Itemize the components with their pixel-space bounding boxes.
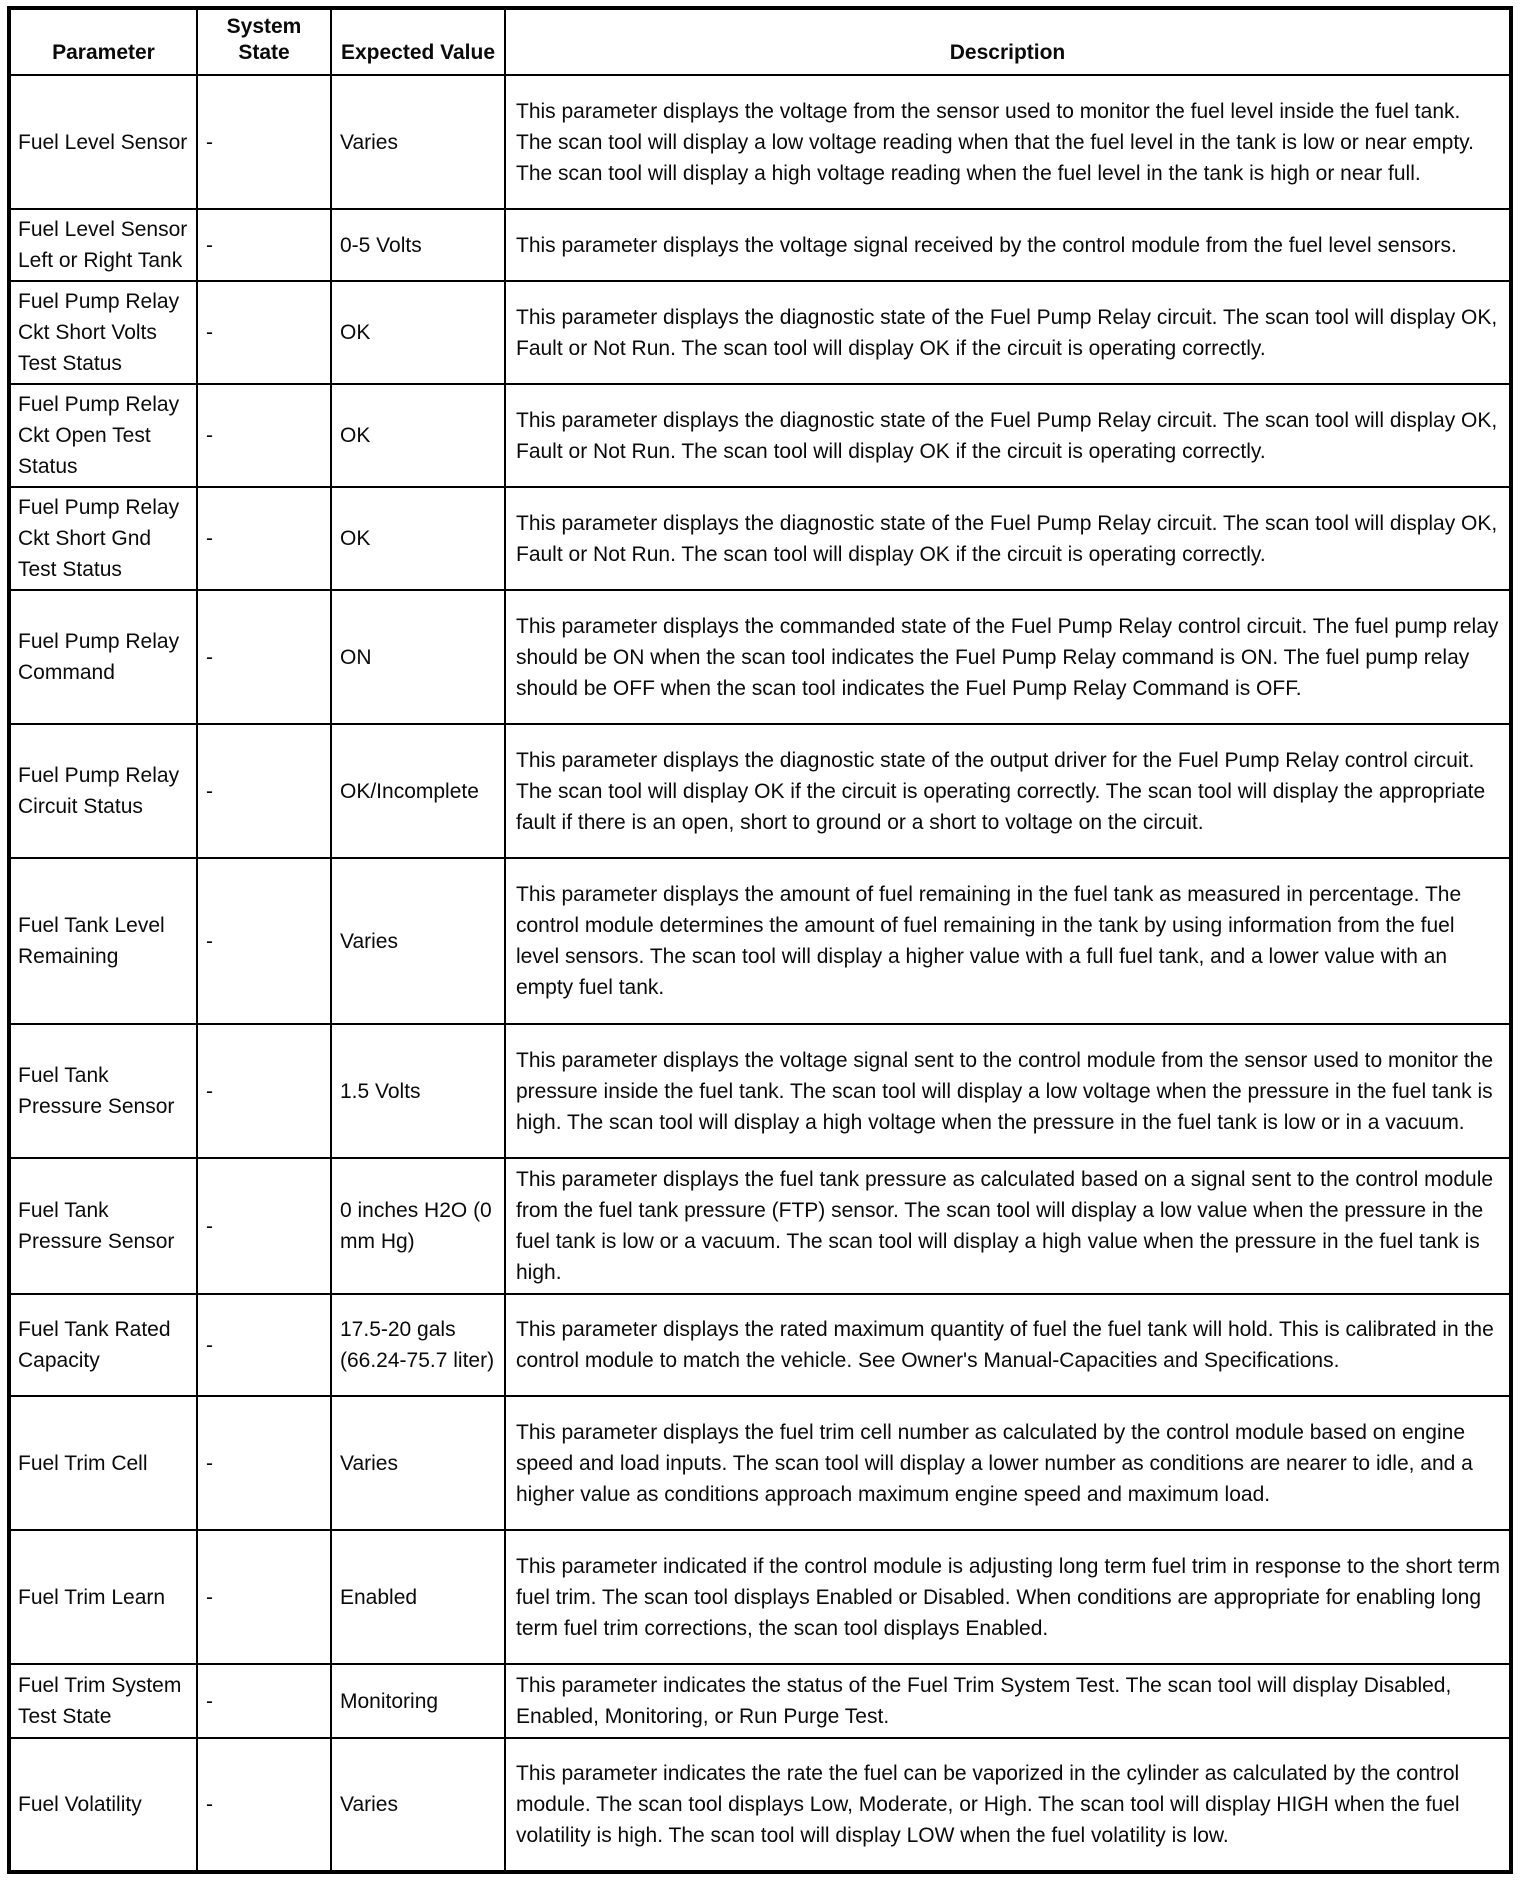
expected-value-cell: Varies — [331, 75, 505, 209]
parameter-cell: Fuel Pump Relay Ckt Short Gnd Test Status — [9, 487, 197, 590]
expected-value-cell: Varies — [331, 1738, 505, 1872]
system-state-cell: - — [197, 209, 331, 281]
system-state-cell: - — [197, 858, 331, 1024]
column-header-system-state: System State — [197, 8, 331, 75]
parameter-cell: Fuel Level Sensor Left or Right Tank — [9, 209, 197, 281]
expected-value-cell: Varies — [331, 1396, 505, 1530]
table-row — [9, 281, 1511, 384]
column-header-expected-value: Expected Value — [331, 8, 505, 75]
parameter-cell: Fuel Trim System Test State — [9, 1664, 197, 1738]
table-row — [9, 487, 1511, 590]
table-row — [9, 75, 1511, 209]
system-state-cell: - — [197, 1294, 331, 1396]
parameter-cell: Fuel Trim Learn — [9, 1530, 197, 1664]
expected-value-cell: OK — [331, 281, 505, 384]
system-state-cell: - — [197, 1024, 331, 1158]
description-cell: This parameter displays the rated maximum quantity of fuel the fuel tank will hold. This is calibrated in the control module to match the vehicle. See Owner's Manual-Capacities and Specifications. — [505, 1294, 1511, 1396]
system-state-cell: - — [197, 384, 331, 487]
expected-value-cell: ON — [331, 590, 505, 724]
system-state-cell: - — [197, 724, 331, 858]
description-cell: This parameter displays the voltage signal received by the control module from the fuel level sensors. — [505, 209, 1511, 281]
table-row — [9, 724, 1511, 858]
table-row — [9, 1294, 1511, 1396]
description-cell: This parameter displays the amount of fuel remaining in the fuel tank as measured in percentage. The control module determines the amount of fuel remaining in the tank by using information from the fuel level sensors. The scan tool will display a higher value with a full fuel tank, and a lower value with an empty fuel tank. — [505, 858, 1511, 1024]
column-header-parameter: Parameter — [9, 8, 197, 75]
scan-tool-parameter-table — [7, 6, 1513, 1874]
description-cell: This parameter indicates the status of the Fuel Trim System Test. The scan tool will display Disabled, Enabled, Monitoring, or Run Purge Test. — [505, 1664, 1511, 1738]
parameter-cell: Fuel Tank Pressure Sensor — [9, 1158, 197, 1294]
expected-value-cell: OK — [331, 384, 505, 487]
system-state-cell: - — [197, 1664, 331, 1738]
table-row — [9, 1024, 1511, 1158]
system-state-cell: - — [197, 1530, 331, 1664]
table-row — [9, 858, 1511, 1024]
description-cell: This parameter displays the diagnostic state of the output driver for the Fuel Pump Relay control circuit. The scan tool will display OK if the circuit is operating correctly. The scan tool will display the appropriate fault if there is an open, short to ground or a short to voltage on the circuit. — [505, 724, 1511, 858]
table-row — [9, 384, 1511, 487]
table-row — [9, 1158, 1511, 1294]
system-state-cell: - — [197, 487, 331, 590]
parameter-cell: Fuel Volatility — [9, 1738, 197, 1872]
description-cell: This parameter displays the diagnostic state of the Fuel Pump Relay circuit. The scan tool will display OK, Fault or Not Run. The scan tool will display OK if the circuit is operating correctly. — [505, 487, 1511, 590]
parameter-cell: Fuel Pump Relay Ckt Open Test Status — [9, 384, 197, 487]
expected-value-cell: 0 inches H2O (0 mm Hg) — [331, 1158, 505, 1294]
table-row — [9, 209, 1511, 281]
expected-value-cell: 17.5-20 gals (66.24-75.7 liter) — [331, 1294, 505, 1396]
table-header-row — [9, 8, 1511, 75]
system-state-cell: - — [197, 1738, 331, 1872]
table-row — [9, 1396, 1511, 1530]
parameter-cell: Fuel Pump Relay Command — [9, 590, 197, 724]
expected-value-cell: Enabled — [331, 1530, 505, 1664]
expected-value-cell: OK/Incomplete — [331, 724, 505, 858]
description-cell: This parameter displays the fuel tank pressure as calculated based on a signal sent to the control module from the fuel tank pressure (FTP) sensor. The scan tool will display a low value when the pressure in the fuel tank is low or a vacuum. The scan tool will display a high value when the pressure in the fuel tank is high. — [505, 1158, 1511, 1294]
description-cell: This parameter displays the voltage from the sensor used to monitor the fuel level inside the fuel tank. The scan tool will display a low voltage reading when that the fuel level in the tank is low or near empty. The scan tool will display a high voltage reading when the fuel level in the tank is high or near full. — [505, 75, 1511, 209]
description-cell: This parameter displays the diagnostic state of the Fuel Pump Relay circuit. The scan tool will display OK, Fault or Not Run. The scan tool will display OK if the circuit is operating correctly. — [505, 384, 1511, 487]
system-state-cell: - — [197, 1396, 331, 1530]
description-cell: This parameter displays the commanded state of the Fuel Pump Relay control circuit. The fuel pump relay should be ON when the scan tool indicates the Fuel Pump Relay command is ON. The fuel pump relay should be OFF when the scan tool indicates the Fuel Pump Relay Command is OFF. — [505, 590, 1511, 724]
parameter-cell: Fuel Trim Cell — [9, 1396, 197, 1530]
parameter-cell: Fuel Tank Rated Capacity — [9, 1294, 197, 1396]
table-row — [9, 1664, 1511, 1738]
expected-value-cell: OK — [331, 487, 505, 590]
description-cell: This parameter displays the voltage signal sent to the control module from the sensor used to monitor the pressure inside the fuel tank. The scan tool will display a low voltage when the pressure in the fuel tank is high. The scan tool will display a high voltage when the pressure in the fuel tank is low or in a vacuum. — [505, 1024, 1511, 1158]
expected-value-cell: 0-5 Volts — [331, 209, 505, 281]
system-state-cell: - — [197, 590, 331, 724]
table-row — [9, 1738, 1511, 1872]
parameter-cell: Fuel Level Sensor — [9, 75, 197, 209]
system-state-cell: - — [197, 1158, 331, 1294]
expected-value-cell: 1.5 Volts — [331, 1024, 505, 1158]
description-cell: This parameter displays the diagnostic state of the Fuel Pump Relay circuit. The scan tool will display OK, Fault or Not Run. The scan tool will display OK if the circuit is operating correctly. — [505, 281, 1511, 384]
column-header-description: Description — [505, 8, 1511, 75]
table-row — [9, 1530, 1511, 1664]
parameter-cell: Fuel Pump Relay Circuit Status — [9, 724, 197, 858]
parameter-cell: Fuel Tank Pressure Sensor — [9, 1024, 197, 1158]
expected-value-cell: Monitoring — [331, 1664, 505, 1738]
expected-value-cell: Varies — [331, 858, 505, 1024]
table-row — [9, 590, 1511, 724]
system-state-cell: - — [197, 75, 331, 209]
parameter-cell: Fuel Pump Relay Ckt Short Volts Test Status — [9, 281, 197, 384]
description-cell: This parameter indicated if the control module is adjusting long term fuel trim in response to the short term fuel trim. The scan tool displays Enabled or Disabled. When conditions are appropriate for enabling long term fuel trim corrections, the scan tool displays Enabled. — [505, 1530, 1511, 1664]
description-cell: This parameter indicates the rate the fuel can be vaporized in the cylinder as calculated by the control module. The scan tool displays Low, Moderate, or High. The scan tool will display HIGH when the fuel volatility is high. The scan tool will display LOW when the fuel volatility is low. — [505, 1738, 1511, 1872]
table-body — [9, 75, 1511, 1872]
parameter-cell: Fuel Tank Level Remaining — [9, 858, 197, 1024]
system-state-cell: - — [197, 281, 331, 384]
description-cell: This parameter displays the fuel trim cell number as calculated by the control module based on engine speed and load inputs. The scan tool will display a lower number as conditions are nearer to idle, and a higher value as conditions approach maximum engine speed and maximum load. — [505, 1396, 1511, 1530]
